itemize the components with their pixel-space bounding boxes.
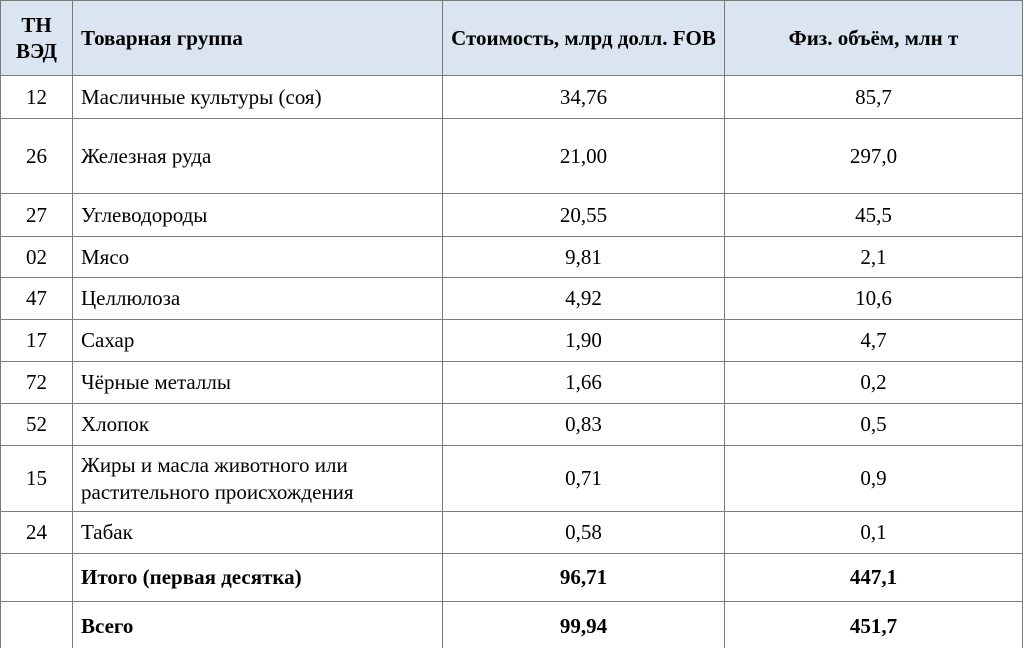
- cell-group: Целлюлоза: [73, 278, 443, 320]
- cell-code: 24: [1, 512, 73, 554]
- cell-group: Сахар: [73, 320, 443, 362]
- table-row: [1, 446, 1023, 512]
- cell-value: 21,00: [443, 119, 725, 194]
- cell-volume: 0,5: [725, 404, 1023, 446]
- cell-value: 99,94: [443, 602, 725, 648]
- cell-value: 0,83: [443, 404, 725, 446]
- cell-group: Итого (первая десятка): [73, 554, 443, 602]
- cell-code: 15: [1, 446, 73, 512]
- cell-volume: 45,5: [725, 194, 1023, 237]
- cell-value: 1,66: [443, 362, 725, 404]
- table-row: [1, 194, 1023, 237]
- cell-code: 17: [1, 320, 73, 362]
- table-row: [1, 278, 1023, 320]
- cell-code: 02: [1, 237, 73, 278]
- cell-group: Железная руда: [73, 119, 443, 194]
- cell-volume: 0,2: [725, 362, 1023, 404]
- cell-value: 4,92: [443, 278, 725, 320]
- cell-group: Мясо: [73, 237, 443, 278]
- cell-code: 27: [1, 194, 73, 237]
- table-row: [1, 320, 1023, 362]
- header-group: Товарная группа: [73, 1, 443, 76]
- table-row: [1, 76, 1023, 119]
- cell-group: Всего: [73, 602, 443, 648]
- table-row: [1, 404, 1023, 446]
- cell-volume: 85,7: [725, 76, 1023, 119]
- cell-value: 20,55: [443, 194, 725, 237]
- header-code: ТН ВЭД: [1, 1, 73, 76]
- cell-group: Чёрные металлы: [73, 362, 443, 404]
- cell-volume: 297,0: [725, 119, 1023, 194]
- table-row: [1, 119, 1023, 194]
- cell-volume: 0,9: [725, 446, 1023, 512]
- header-value: Стоимость, млрд долл. FOB: [443, 1, 725, 76]
- cell-volume: 451,7: [725, 602, 1023, 648]
- header-row: [1, 1, 1023, 76]
- cell-group: Углеводороды: [73, 194, 443, 237]
- cell-code: [1, 554, 73, 602]
- cell-group: Жиры и масла животного или растительного происхождения: [73, 446, 443, 512]
- cell-code: 52: [1, 404, 73, 446]
- header-volume: Физ. объём, млн т: [725, 1, 1023, 76]
- table-row: [1, 237, 1023, 278]
- cell-code: 47: [1, 278, 73, 320]
- total-row: [1, 602, 1023, 648]
- cell-volume: 10,6: [725, 278, 1023, 320]
- cell-volume: 2,1: [725, 237, 1023, 278]
- cell-code: 12: [1, 76, 73, 119]
- cell-value: 96,71: [443, 554, 725, 602]
- cell-volume: 447,1: [725, 554, 1023, 602]
- cell-volume: 0,1: [725, 512, 1023, 554]
- cell-code: [1, 602, 73, 648]
- subtotal-row: [1, 554, 1023, 602]
- cell-group: Табак: [73, 512, 443, 554]
- cell-value: 0,71: [443, 446, 725, 512]
- cell-value: 9,81: [443, 237, 725, 278]
- table-row: [1, 362, 1023, 404]
- cell-group: Масличные культуры (соя): [73, 76, 443, 119]
- cell-code: 26: [1, 119, 73, 194]
- cell-code: 72: [1, 362, 73, 404]
- cell-value: 0,58: [443, 512, 725, 554]
- table-row: [1, 512, 1023, 554]
- cell-value: 34,76: [443, 76, 725, 119]
- cell-volume: 4,7: [725, 320, 1023, 362]
- cell-group: Хлопок: [73, 404, 443, 446]
- cell-value: 1,90: [443, 320, 725, 362]
